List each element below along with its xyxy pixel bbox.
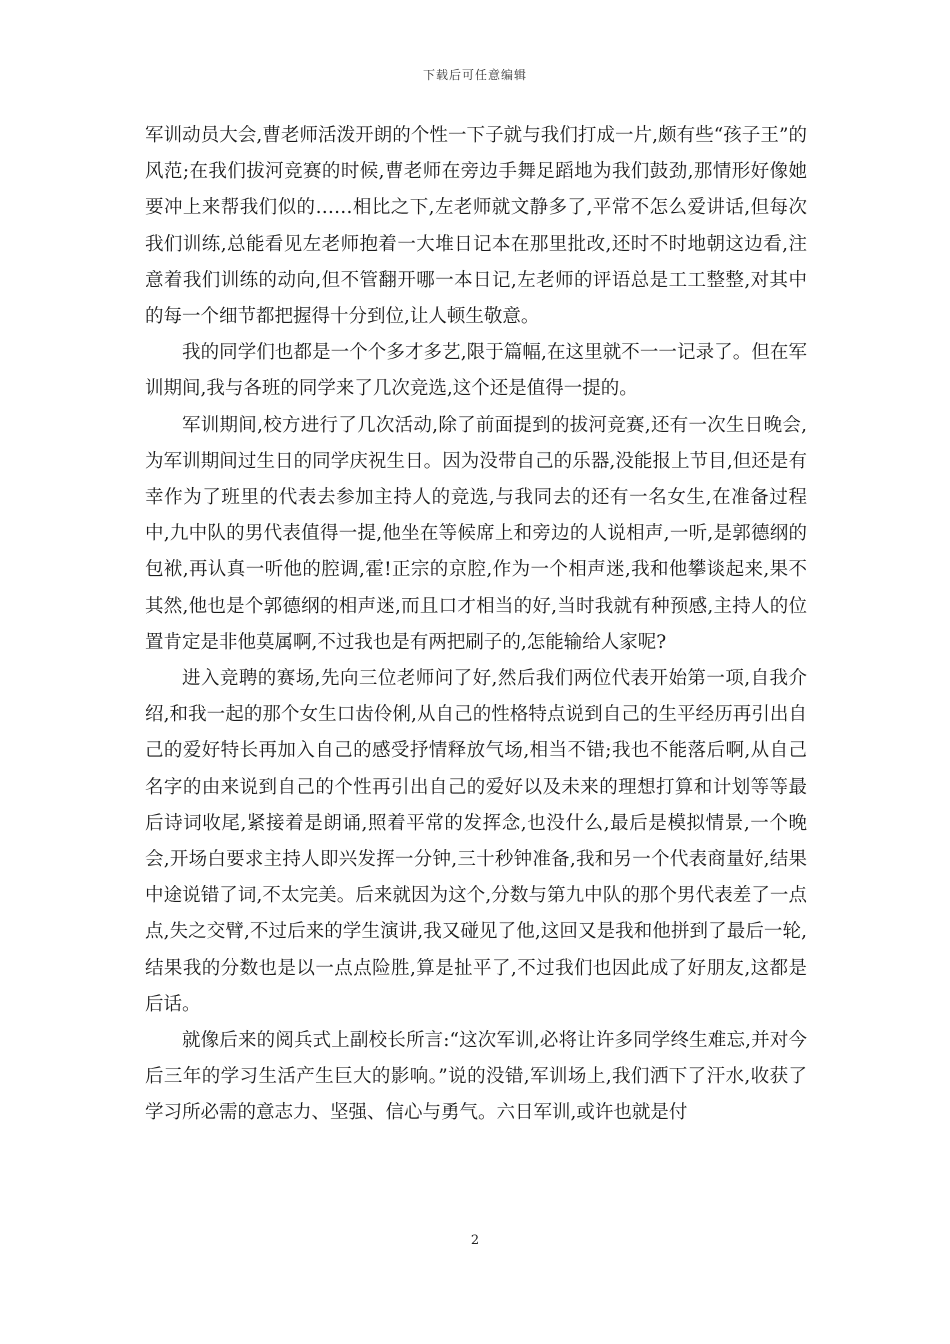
page-number: 2 — [470, 1233, 480, 1248]
paragraph: 我的同学们也都是一个个多才多艺,限于篇幅,在这里就不一一记录了。但在军训期间,我与各班的同学来了几次竞选,这个还是值得一提的。 — [145, 342, 807, 400]
paragraph: 军训动员大会,曹老师活泼开朗的个性一下子就与我们打成一片,颇有些“孩子王”的风范;在我们拔河竞赛的时候,曹老师在旁边手舞足蹈地为我们鼓劲,那情形好像她要冲上来帮我们似的……相比之下,左老师就文静多了,平常不怎么爱讲话,但每次我们训练,总能看见左老师抱着一大堆日记本在那里批改,还时不时地朝这边看,注意着我们训练的动向,但不管翻开哪一本日记,左老师的评语总是工工整整,对其中的每一个细节都把握得十分到位,让人顿生敬意。 — [145, 125, 807, 328]
body-text — [145, 118, 807, 1132]
paragraph: 就像后来的阅兵式上副校长所言:“这次军训,必将让许多同学终生难忘,并对今后三年的学习生活产生巨大的影响。”说的没错,军训场上,我们洒下了汗水,收获了学习所必需的意志力、坚强、信心与勇气。六日军训,或许也就是付 — [145, 1030, 807, 1124]
page-header: 下载后可任意编辑 — [422, 68, 527, 82]
paragraph: 进入竞聘的赛场,先向三位老师问了好,然后我们两位代表开始第一项,自我介绍,和我一起的那个女生口齿伶俐,从自己的性格特点说到自己的生平经历再引出自己的爱好特长再加入自己的感受抒情释放气场,相当不错;我也不能落后啊,从自己名字的由来说到自己的个性再引出自己的爱好以及未来的理想打算和计划等等最后诗词收尾,紧接着是朗诵,照着平常的发挥念,也没什么,最后是模拟情景,一个晚会,开场白要求主持人即兴发挥一分钟,三十秒钟准备,我和另一个代表商量好,结果中途说错了词,不太完美。后来就因为这个,分数与第九中队的那个男代表差了一点点,失之交臂,不过后来的学生演讲,我又碰见了他,这回又是我和他拼到了最后一轮,结果我的分数也是以一点点险胜,算是扯平了,不过我们也因此成了好朋友,这都是后话。 — [145, 668, 807, 1015]
paragraph: 军训期间,校方进行了几次活动,除了前面提到的拔河竞赛,还有一次生日晚会,为军训期间过生日的同学庆祝生日。因为没带自己的乐器,没能报上节目,但还是有幸作为了班里的代表去参加主持人的竞选,与我同去的还有一名女生,在准备过程中,九中队的男代表值得一提,他坐在等候席上和旁边的人说相声,一听,是郭德纲的包袱,再认真一听他的腔调,霍!正宗的京腔,作为一个相声迷,我和他攀谈起来,果不其然,他也是个郭德纲的相声迷,而且口才相当的好,当时我就有种预感,主持人的位置肯定是非他莫属啊,不过我也是有两把刷子的,怎能输给人家呢? — [145, 414, 807, 653]
